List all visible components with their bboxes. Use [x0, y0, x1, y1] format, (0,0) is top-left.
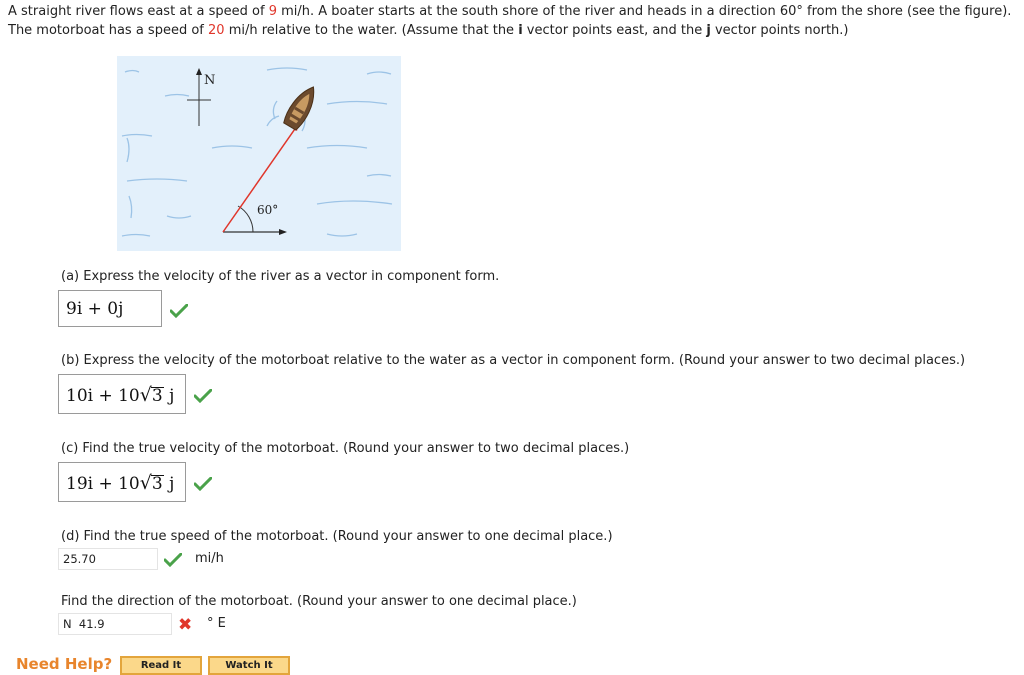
correct-check-icon: [164, 553, 182, 567]
north-arrow: [187, 68, 215, 126]
direction-input[interactable]: N 41.9: [58, 613, 172, 635]
part-d-question: (d) Find the true speed of the motorboat. (Round your answer to one decimal place.): [61, 529, 613, 544]
part-c-question: (c) Find the true velocity of the motorboat. (Round your answer to two decimal places.): [61, 441, 630, 456]
direction-question: Find the direction of the motorboat. (Round your answer to one decimal place.): [61, 594, 577, 609]
part-b-answer[interactable]: 10i + 10√3 j: [58, 374, 186, 414]
part-a-question: (a) Express the velocity of the river as a vector in component form.: [61, 269, 500, 284]
need-help-label: Need Help?: [16, 655, 113, 673]
angle-arc: [238, 206, 253, 232]
correct-check-icon: [170, 304, 188, 318]
incorrect-x-icon: ✖: [178, 615, 193, 635]
read-it-button[interactable]: Read It: [120, 656, 202, 675]
part-c-answer[interactable]: 19i + 10√3 j: [58, 462, 186, 502]
speed-input[interactable]: 25.70: [58, 548, 158, 570]
boat-icon: [282, 82, 322, 131]
svg-text:N: N: [204, 73, 216, 88]
direction-unit: ° E: [207, 616, 226, 631]
river-speed-value: 9: [268, 4, 277, 19]
shore-arrow: [223, 229, 287, 235]
angle-label: 60°: [257, 203, 279, 217]
part-b-question: (b) Express the velocity of the motorboat relative to the water as a vector in component form. (Round your answer to two decimal places.): [61, 353, 966, 368]
part-a-answer[interactable]: 9i + 0j: [58, 290, 162, 327]
watch-it-button[interactable]: Watch It: [208, 656, 290, 675]
correct-check-icon: [194, 477, 212, 491]
correct-check-icon: [194, 389, 212, 403]
speed-unit: mi/h: [195, 551, 224, 566]
river-diagram: [117, 56, 401, 251]
problem-statement: A straight river flows east at a speed of 9 mi/h. A boater starts at the south shore of the river and heads in a direction 60° from the shore (see the figure). The motorboat has a speed of 20 mi/h relative to the water. (Assume that the i vector points east, and the j vector points north.): [8, 4, 1012, 38]
boat-speed-value: 20: [208, 23, 225, 38]
river-figure: [117, 56, 401, 251]
